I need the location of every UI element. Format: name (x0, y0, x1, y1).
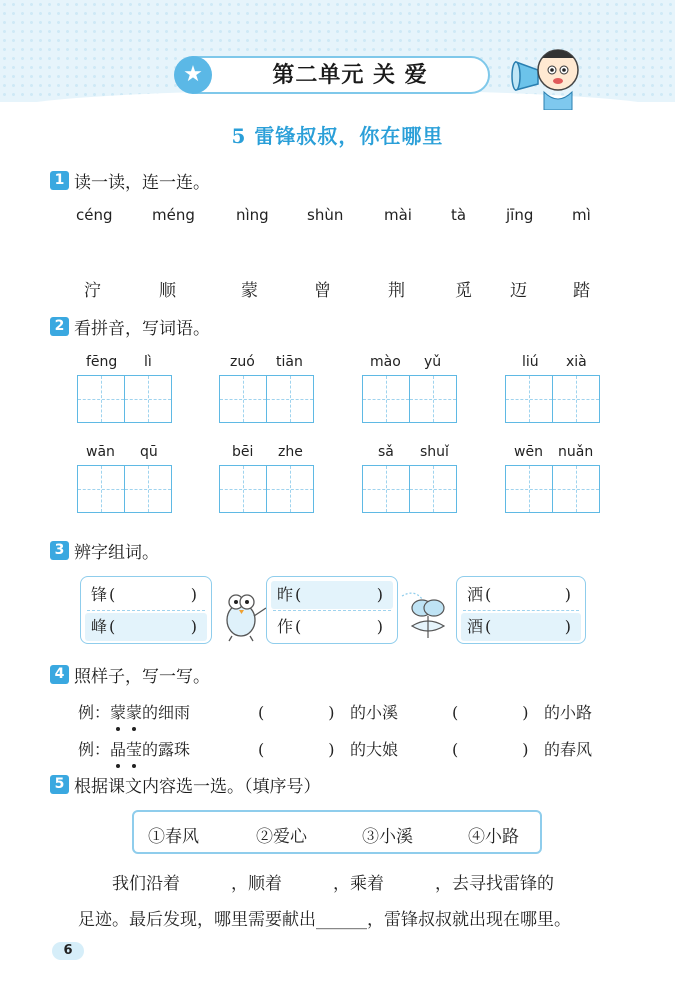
option-item: ①春风 (148, 827, 199, 847)
question-4-header (50, 662, 210, 687)
pinyin-label: zhe (278, 444, 303, 460)
word-group-box (456, 576, 586, 644)
writing-box-pair[interactable] (362, 465, 458, 513)
question-prompt: 读一读，连一连。 (74, 173, 210, 193)
example-line: 例：晶 莹 的露珠 (78, 737, 190, 760)
word-blank-row[interactable]: 锋 ( ) (91, 585, 197, 604)
pinyin-item: nìng (236, 206, 269, 224)
question-number: 1 (50, 171, 69, 190)
word-text: 的春风 (544, 740, 593, 759)
writing-box-pair[interactable] (219, 375, 315, 423)
hanzi-item: 踏 (573, 281, 590, 301)
passage-line: 足迹。最后发现，哪里需要献出______，雷锋叔叔就出现在哪里。 (78, 910, 571, 930)
hanzi-item: 荆 (388, 281, 405, 301)
answer-blank[interactable]: ( ) (452, 740, 529, 759)
pinyin-item: tà (451, 206, 467, 224)
mascot-megaphone-icon (508, 40, 588, 110)
bird-mascot-icon (214, 586, 268, 642)
pinyin-label: xià (566, 354, 587, 370)
word-blank-row[interactable]: 峰 ( ) (85, 613, 207, 641)
writing-box-pair[interactable] (505, 375, 601, 423)
pinyin-item: céng (76, 206, 113, 224)
question-3-header (50, 538, 159, 563)
pinyin-item: méng (152, 206, 195, 224)
question-5-header (50, 772, 321, 797)
pinyin-item: mì (572, 206, 591, 224)
option-item: ③小溪 (362, 827, 413, 847)
answer-blank[interactable]: ( ) (452, 703, 529, 722)
passage-line: 我们沿着 ，顺着 ，乘着 ，去寻找雷锋的 (112, 874, 554, 894)
writing-box-pair[interactable] (505, 465, 601, 513)
pinyin-item: mài (384, 206, 412, 224)
pinyin-label: yǔ (424, 354, 442, 370)
pinyin-label: nuǎn (558, 444, 594, 460)
pinyin-label: mào (370, 354, 401, 370)
hanzi-item: 觅 (455, 281, 472, 301)
writing-box-pair[interactable] (77, 465, 173, 513)
word-group-box (80, 576, 212, 644)
pinyin-label: shuǐ (420, 444, 449, 460)
answer-blank[interactable]: ( ) (258, 740, 335, 759)
pinyin-label: liú (522, 354, 539, 370)
writing-box-pair[interactable] (362, 375, 458, 423)
question-prompt: 照样子，写一写。 (74, 667, 210, 687)
question-prompt: 辨字组词。 (74, 543, 159, 563)
hanzi-item: 蒙 (241, 281, 258, 301)
writing-box-pair[interactable] (219, 465, 315, 513)
question-prompt: 看拼音，写词语。 (74, 319, 210, 339)
question-number: 5 (50, 775, 69, 794)
hanzi-item: 泞 (84, 281, 101, 301)
butterfly-flower-icon (398, 586, 456, 642)
word-text: 的大娘 (350, 740, 399, 759)
word-group-box (266, 576, 398, 644)
word-blank-row[interactable]: 酒 ( ) (461, 613, 581, 641)
pinyin-label: lì (144, 354, 152, 370)
question-number: 4 (50, 665, 69, 684)
pinyin-item: jīng (506, 206, 534, 224)
question-number: 3 (50, 541, 69, 560)
pinyin-label: zuó (230, 354, 255, 370)
example-line: 例：蒙 蒙 的细雨 (78, 700, 190, 723)
pinyin-label: tiān (276, 354, 303, 370)
hanzi-item: 迈 (510, 281, 527, 301)
word-blank-row[interactable]: 昨 ( ) (271, 581, 393, 609)
option-item: ④小路 (468, 827, 519, 847)
pinyin-label: bēi (232, 444, 254, 460)
lesson-title: 5 雷锋叔叔，你在哪里 (231, 124, 444, 148)
word-text: 的小路 (544, 703, 593, 722)
pinyin-label: wān (86, 444, 115, 460)
word-blank-row[interactable]: 作 ( ) (277, 617, 383, 636)
unit-title: 第二单元 关 爱 (272, 62, 428, 88)
pinyin-item: shùn (307, 206, 344, 224)
pinyin-label: qū (140, 444, 158, 460)
hanzi-item: 曾 (314, 281, 331, 301)
word-blank-row[interactable]: 洒 ( ) (467, 585, 571, 604)
question-prompt: 根据课文内容选一选。（填序号） (74, 777, 321, 797)
question-2-header (50, 314, 210, 339)
pinyin-label: sǎ (378, 444, 394, 460)
pinyin-label: wēn (514, 444, 543, 460)
page-number: 6 (52, 942, 84, 960)
question-1-header (50, 168, 210, 193)
star-icon: ★ (174, 56, 212, 94)
option-item: ②爱心 (256, 827, 307, 847)
pinyin-label: fēng (86, 354, 118, 370)
writing-box-pair[interactable] (77, 375, 173, 423)
answer-blank[interactable]: ( ) (258, 703, 335, 722)
word-text: 的小溪 (350, 703, 399, 722)
hanzi-item: 顺 (159, 281, 176, 301)
question-number: 2 (50, 317, 69, 336)
